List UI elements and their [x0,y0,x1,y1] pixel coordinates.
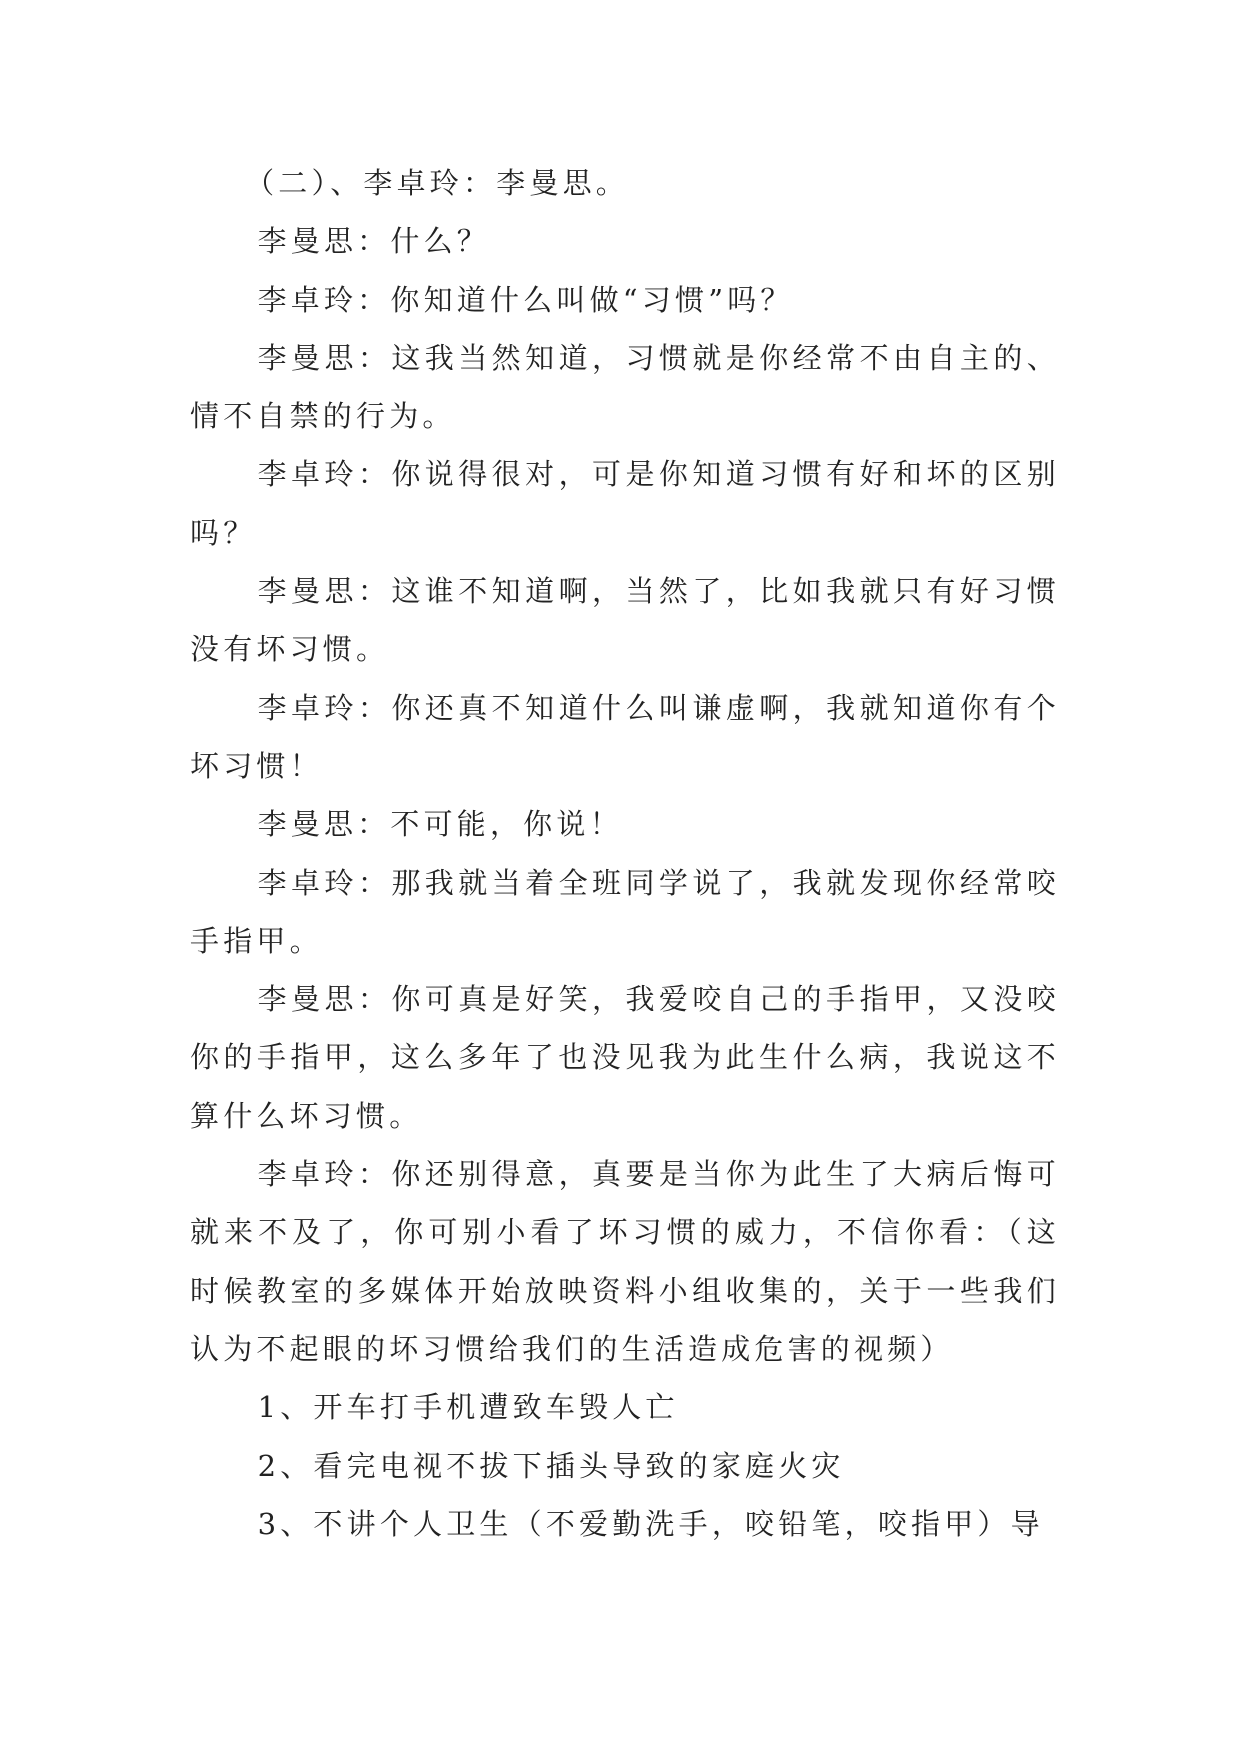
list-item: 3、不讲个人卫生（不爱勤洗手，咬铅笔，咬指甲）导 [257,1506,1044,1541]
dialogue-line: 李卓玲：那我就当着全班同学说了，我就发现你经常咬手指甲。 [190,865,1060,958]
dialogue-line: 李曼思：不可能，你说！ [257,807,623,842]
dialogue-line: 李曼思：什么？ [257,224,490,259]
dialogue-line: 李曼思：你可真是好笑，我爱咬自己的手指甲，又没咬你的手指甲，这么多年了也没见我为此生什么病，我说这不算什么坏习惯。 [190,982,1060,1133]
list-item: 1、开车打手机遭致车毁人亡 [257,1390,679,1425]
dialogue-line: 李卓玲：你知道什么叫做“习惯”吗？ [257,282,794,317]
section-heading: （二）、李卓玲：李曼思。 [245,166,629,200]
dialogue-line: 李卓玲：你还别得意，真要是当你为此生了大病后悔可就来不及了，你可别小看了坏习惯的威力，不信你看：（这时候教室的多媒体开始放映资料小组收集的，关于一些我们认为不起眼的坏习惯给我们的生活造成危害的视频） [190,1157,1060,1366]
dialogue-line: 李曼思：这谁不知道啊，当然了，比如我就只有好习惯没有坏习惯。 [190,574,1060,667]
dialogue-line: 李卓玲：你还真不知道什么叫谦虚啊，我就知道你有个坏习惯！ [190,690,1060,783]
list-item: 2、看完电视不拔下插头导致的家庭火灾 [257,1448,845,1483]
document-body [190,154,1060,1553]
dialogue-line: 李曼思：这我当然知道，习惯就是你经常不由自主的、情不自禁的行为。 [190,340,1060,434]
dialogue-line: 李卓玲：你说得很对，可是你知道习惯有好和坏的区别吗？ [190,457,1060,550]
